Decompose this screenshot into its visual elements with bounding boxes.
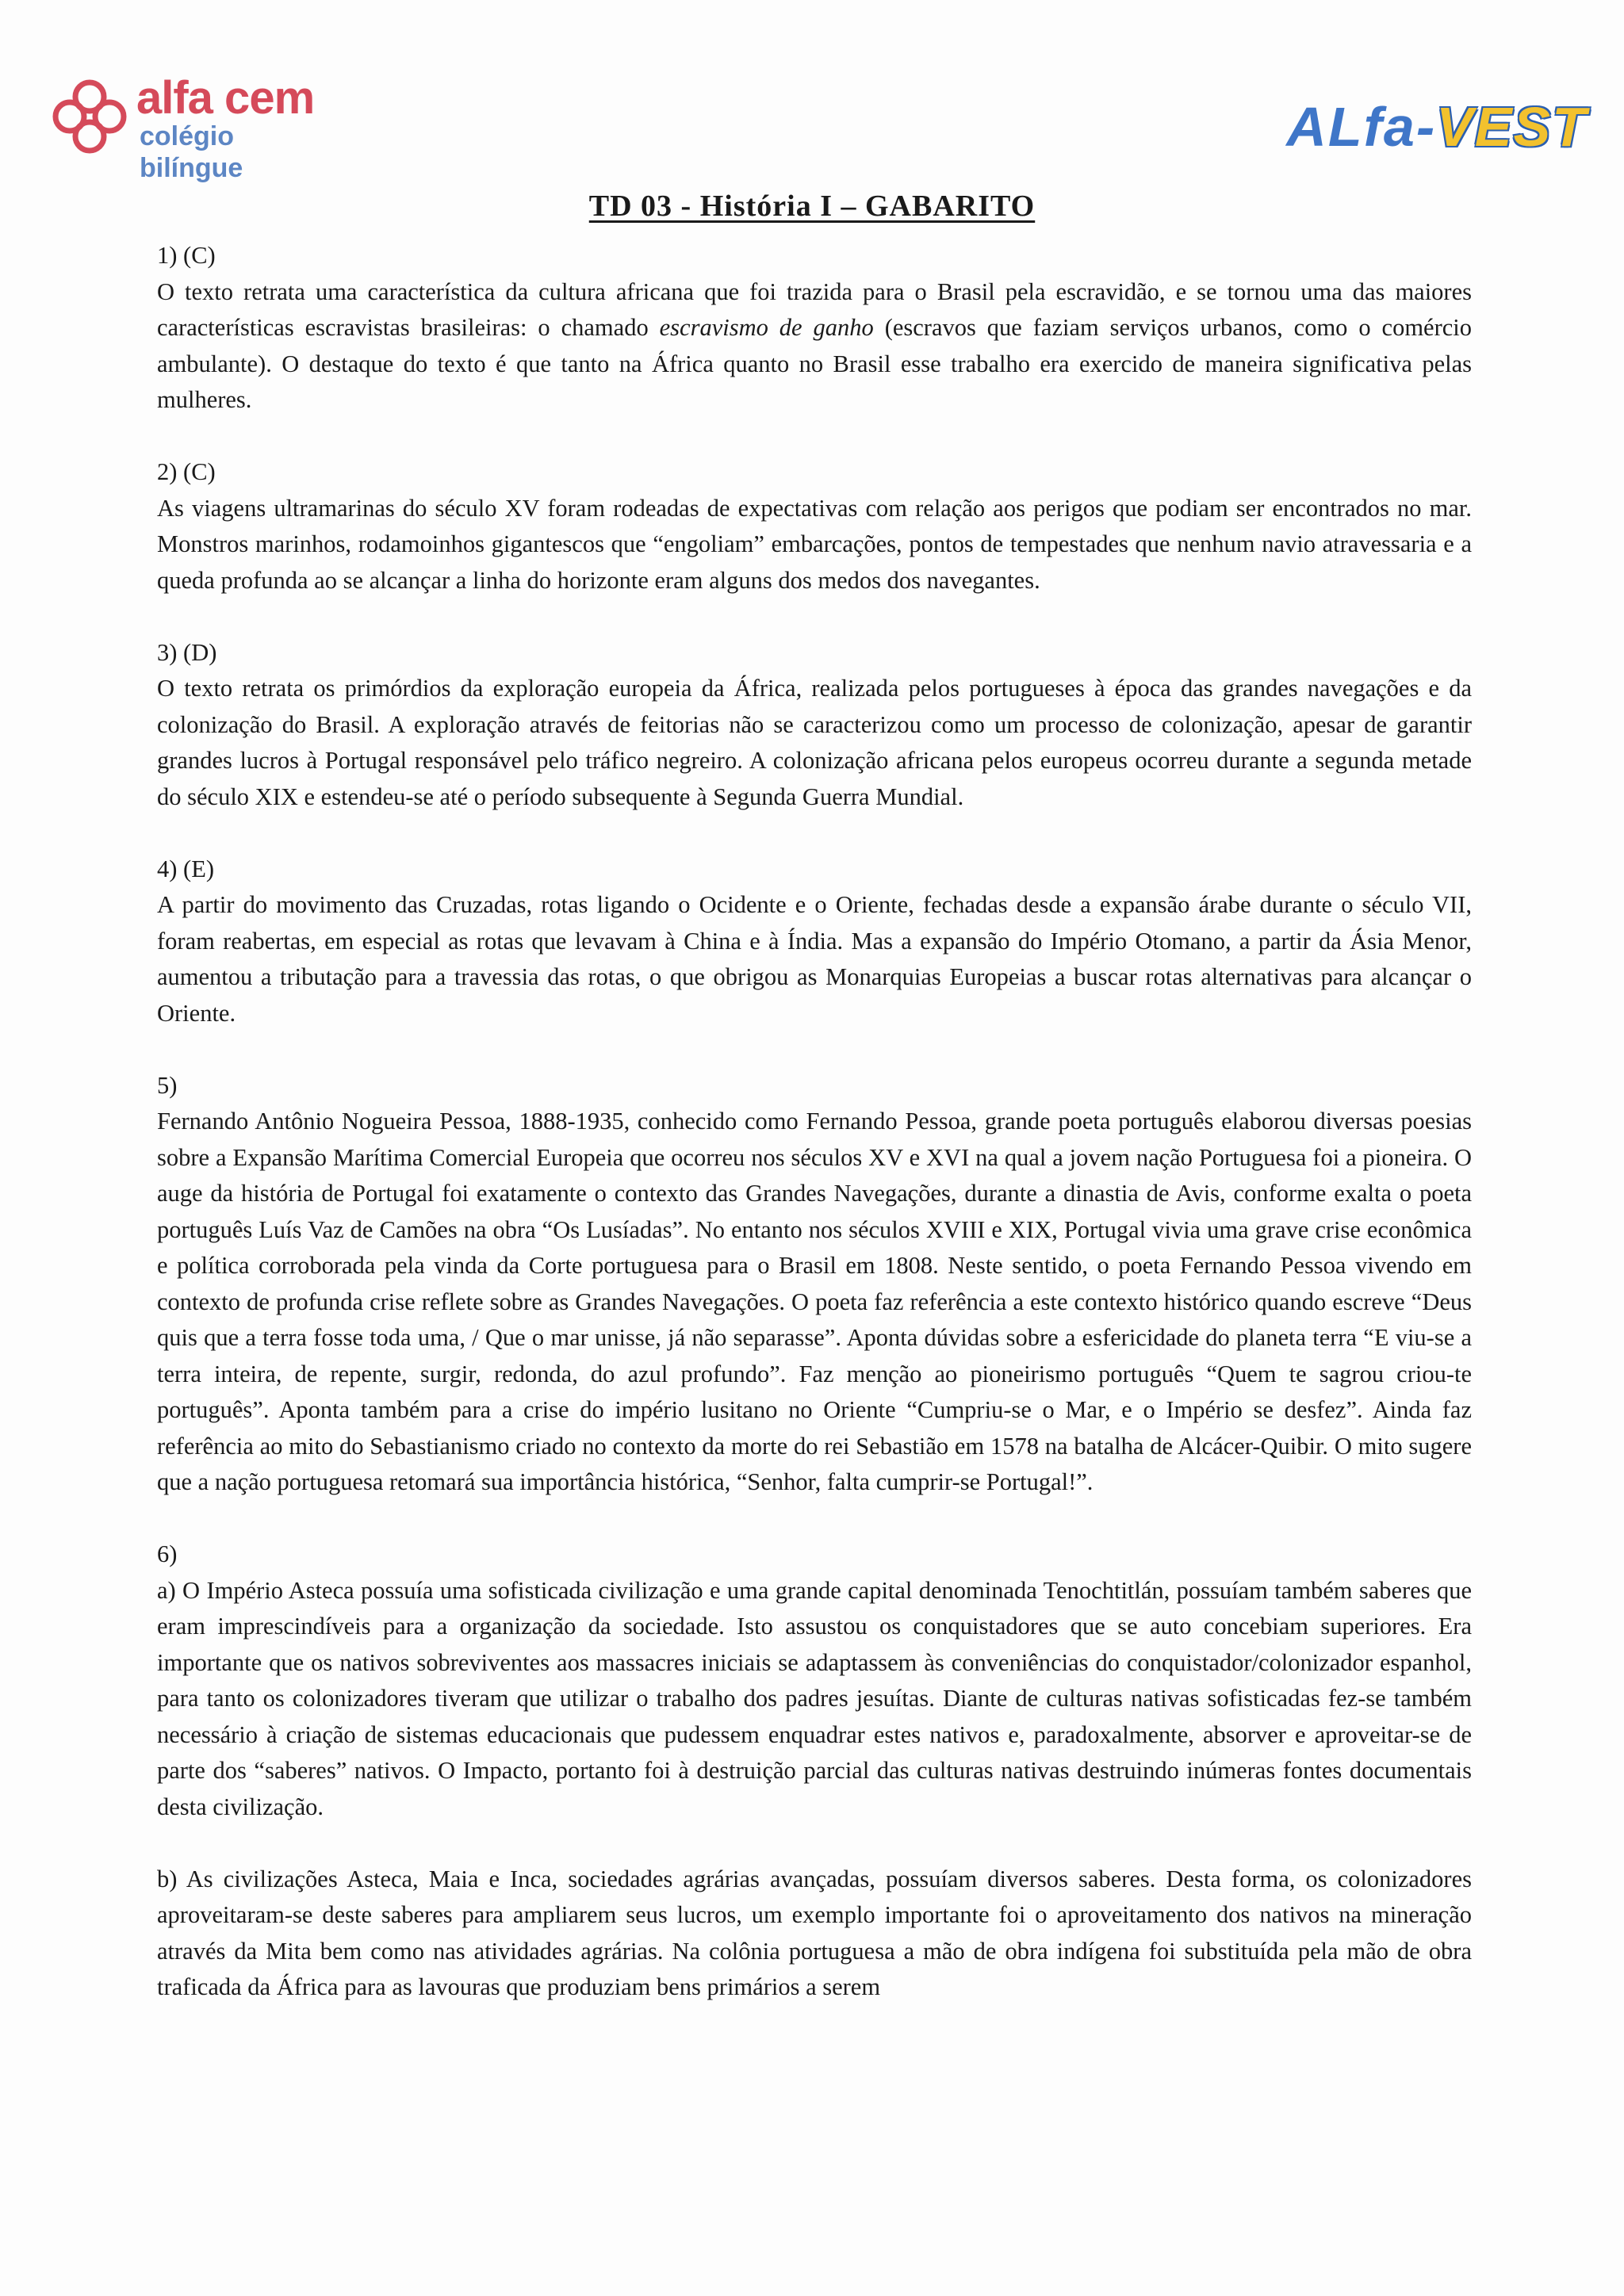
knot-logo-icon — [46, 73, 133, 160]
answers-content — [157, 238, 1472, 2006]
title-text: TD 03 - História I – GABARITO — [588, 189, 1036, 223]
answer-block — [157, 1068, 1472, 1501]
answer-text-emphasis: escravismo de ganho — [659, 314, 874, 341]
answer-block — [157, 1536, 1472, 2006]
answer-number: 6) — [157, 1540, 178, 1567]
answer-number: 5) — [157, 1071, 178, 1099]
answer-text — [157, 887, 1472, 1031]
answer-block — [157, 635, 1472, 816]
school-subtitle: colégio bilíngue — [140, 121, 243, 183]
answer-text — [157, 491, 1472, 599]
answer-number: 1) (C) — [157, 242, 216, 269]
answer-text-main: O texto retrata uma característica da cultura africana que foi trazida para o Brasil pela escravidão, e se tornou uma das maiores características escravistas brasileiras: o chamado — [157, 277, 1472, 341]
brand-part1: ALfa- — [1286, 96, 1437, 158]
alfa-cem-logo — [46, 72, 331, 183]
alfa-vest-logo — [1286, 95, 1588, 159]
answer-block — [157, 454, 1472, 599]
answer-text-main: b) As civilizações Asteca, Maia e Inca, sociedades agrárias avançadas, possuíam diversos saberes. Desta forma, os colonizadores aproveitaram-se deste saberes para ampliarem seus lucros, um exemplo importante foi o aproveitamento dos nativos na mineração através da Mita bem como nas atividades agrárias. Na colônia portuguesa a mão de obra indígena foi substituída pela mão de obra traficada da África para as lavouras que produziam bens primários a serem — [157, 1865, 1472, 2000]
answer-number: 3) (D) — [157, 638, 217, 666]
answer-text — [157, 1862, 1472, 2006]
answer-text-continued: (escravos que faziam serviços urbanos, como o comércio ambulante). O destaque do texto é que tanto na África quanto no Brasil esse trabalho era exercido de maneira significativa pelas mulheres. — [157, 314, 1473, 413]
school-name: alfa cem — [136, 72, 315, 124]
answer-block — [157, 851, 1472, 1032]
answer-number: 4) (E) — [157, 855, 214, 882]
answer-text — [157, 1573, 1472, 1826]
answer-text — [157, 274, 1472, 419]
answer-text-main: Fernando Antônio Nogueira Pessoa, 1888-1935, conhecido como Fernando Pessoa, grande poeta português elaborou diversas poesias sobre a Expansão Marítima Comercial Europeia que ocorreu nos séculos XV e XVI na qual a jovem nação Portuguesa foi a pioneira. O auge da história de Portugal foi exatamente o contexto das Grandes Navegações, durante a dinastia de Avis, conforme exalta o poeta português Luís Vaz de Camões na obra “Os Lusíadas”. No entanto nos séculos XVIII e XIX, Portugal vivia uma grave crise econômica e política corroborada pela vinda da Corte portuguesa para o Brasil em 1808. Neste sentido, o poeta Fernando Pessoa vivendo em contexto de profunda crise reflete sobre as Grandes Navegações. O poeta faz referência a este contexto histórico quando escreve “Deus quis que a terra fosse toda uma, / Que o mar unisse, já não separasse”. Aponta dúvidas sobre a esfericidade do planeta terra “E viu-se a terra inteira, de repente, surgir, redonda, do azul profundo”. Faz menção ao pioneirismo português “Quem te sagrou criou-te português”. Aponta também para a crise do império lusitano no Oriente “Cumpriu-se o Mar, e o Império se desfez”. Ainda faz referência ao mito do Sebastianismo criado no contexto da morte do rei Sebastião em 1578 na batalha de Alcácer-Quibir. O mito sugere que a nação portuguesa retomará sua importância histórica, “Senhor, falta cumprir-se Portugal!”. — [157, 1108, 1472, 1495]
answer-number: 2) (C) — [157, 458, 216, 485]
answer-text-main: As viagens ultramarinas do século XV foram rodeadas de expectativas com relação aos perigos que podiam ser encontrados no mar. Monstros marinhos, rodamoinhos gigantescos que “engoliam” embarcações, pontos de tempestades que nenhum navio atravessaria e a queda profunda ao se alcançar a linha do horizonte eram alguns dos medos dos navegantes. — [157, 494, 1472, 594]
answer-text-main: A partir do movimento das Cruzadas, rotas ligando o Ocidente e o Oriente, fechadas desde a expansão árabe durante o século VII, foram reabertas, em especial as rotas que levavam à China e à Índia. Mas a expansão do Império Otomano, a partir da Ásia Menor, aumentou a tributação para a travessia das rotas, o que obrigou as Monarquias Europeias a buscar rotas alternativas para alcançar o Oriente. — [157, 891, 1472, 1027]
brand-part2: VEST — [1436, 96, 1588, 158]
answer-text — [157, 1104, 1472, 1501]
answer-text — [157, 671, 1472, 815]
answer-block — [157, 238, 1472, 419]
answer-text-main: O texto retrata os primórdios da exploração europeia da África, realizada pelos portugueses à época das grandes navegações e da colonização do Brasil. A exploração através de feitorias não se caracterizou como um processo de colonização, apesar de garantir grandes lucros à Portugal responsável pelo tráfico negreiro. A colonização africana pelos europeus ocorreu durante a segunda metade do século XIX e estendeu-se até o período subsequente à Segunda Guerra Mundial. — [157, 675, 1472, 810]
answer-text-main: a) O Império Asteca possuía uma sofisticada civilização e uma grande capital denominada Tenochtitlán, possuíam também saberes que eram imprescindíveis para a organização da sociedade. Isto assustou os conquistadores que se auto concebiam superiores. Era importante que os nativos sobreviventes aos massacres iniciais se adaptassem às conveniências do conquistador/colonizador espanhol, para tanto os colonizadores tiveram que utilizar o trabalho dos padres jesuítas. Diante de culturas nativas sofisticadas fez-se também necessário à criação de sistemas educacionais que pudessem enquadrar estes nativos e, paradoxalmente, absorver e aproveitar-se de parte dos “saberes” nativos. O Impacto, portanto foi à destruição parcial das culturas nativas destruindo inúmeras fontes documentais desta civilização. — [157, 1576, 1472, 1820]
document-title — [0, 189, 1624, 224]
